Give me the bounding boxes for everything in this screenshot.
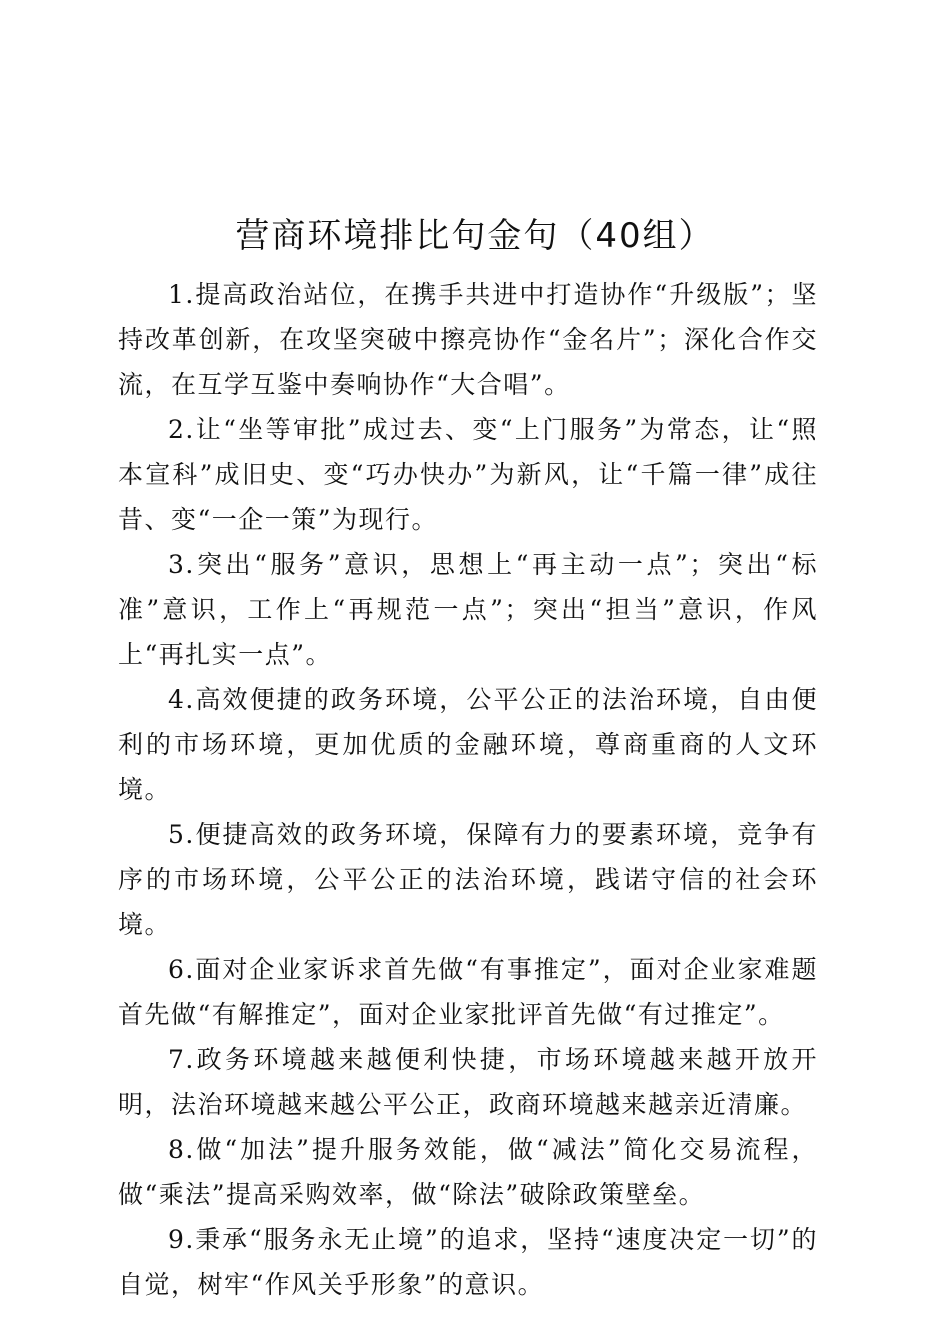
paragraph-5: 5.便捷高效的政务环境，保障有力的要素环境，竞争有序的市场环境，公平公正的法治环境，践诺守信的社会环境。 — [118, 820, 818, 939]
paragraph-9: 9.秉承“服务永无止境”的追求，坚持“速度决定一切”的自觉，树牢“作风关乎形象”的意识。 — [118, 1225, 818, 1299]
paragraph-6: 6.面对企业家诉求首先做“有事推定”，面对企业家难题首先做“有解推定”，面对企业家批评首先做“有过推定”。 — [118, 955, 818, 1029]
document-title: 营商环境排比句金句（40组） — [235, 216, 715, 256]
paragraph-2: 2.让“坐等审批”成过去、变“上门服务”为常态，让“照本宣科”成旧史、变“巧办快办”为新风，让“千篇一律”成往昔、变“一企一策”为现行。 — [118, 415, 818, 534]
document-body — [118, 272, 818, 1307]
paragraph-3: 3.突出“服务”意识，思想上“再主动一点”；突出“标准”意识，工作上“再规范一点”；突出“担当”意识，作风上“再扎实一点”。 — [118, 550, 818, 669]
paragraph-1: 1.提高政治站位，在携手共进中打造协作“升级版”；坚持改革创新，在攻坚突破中擦亮协作“金名片”；深化合作交流，在互学互鉴中奏响协作“大合唱”。 — [118, 280, 818, 399]
paragraph-7: 7.政务环境越来越便利快捷，市场环境越来越开放开明，法治环境越来越公平公正，政商环境越来越亲近清廉。 — [118, 1045, 818, 1119]
paragraph-8: 8.做“加法”提升服务效能，做“减法”简化交易流程，做“乘法”提高采购效率，做“除法”破除政策壁垒。 — [118, 1135, 818, 1209]
paragraph-4: 4.高效便捷的政务环境，公平公正的法治环境，自由便利的市场环境，更加优质的金融环境，尊商重商的人文环境。 — [118, 685, 818, 804]
